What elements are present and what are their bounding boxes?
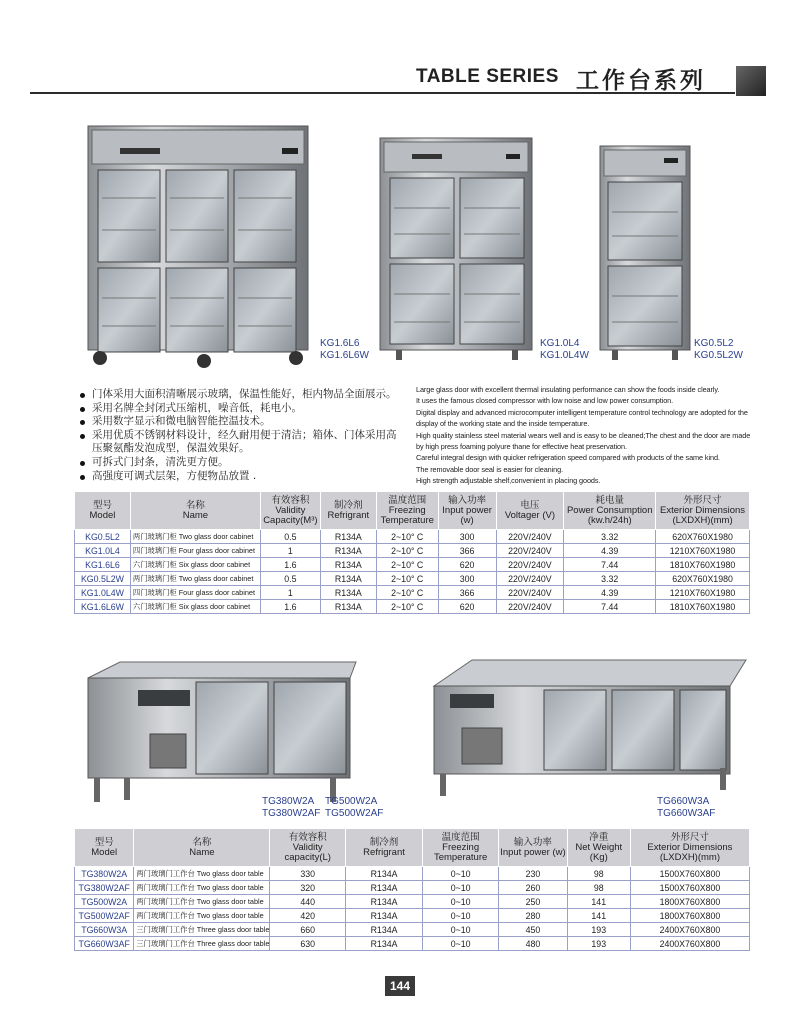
- cabinet-spec-table: [74, 491, 750, 614]
- col-header: 外形尺寸 Exterior Dimensions (LXDXH)(mm): [656, 492, 750, 530]
- table-row: KG1.0L4 四门玻璃门柜 Four glass door cabinet 1 R134A 2~10° C 366 220V/240V 4.39 1210X760X1980: [75, 544, 750, 558]
- model-code: KG1.6L6W: [320, 350, 369, 361]
- col-header: 电压 Voltager (V): [496, 492, 564, 530]
- col-header: 耗电量 Power Consumption (kw.h/24h): [564, 492, 656, 530]
- model-label-tg660: [657, 796, 715, 820]
- col-header: 输入功率 Input power (w): [499, 829, 567, 867]
- model-code: KG0.5L2W: [694, 350, 743, 361]
- table-row: TG380W2AF 两门玻璃门工作台 Two glass door table 320 R134A 0~10 260 98 1500X760X800: [75, 881, 750, 895]
- worktables-photo: [80, 656, 760, 806]
- page-number: 144: [385, 976, 415, 996]
- model-label-kg10: [540, 338, 589, 362]
- table-row: KG0.5L2W 两门玻璃门柜 Two glass door cabinet 0.5 R134A 2~10° C 300 220V/240V 3.32 620X760X1980: [75, 572, 750, 586]
- model-code: TG660W3AF: [657, 808, 716, 819]
- col-header: 温度范围 Freezing Temperature: [376, 492, 438, 530]
- table-row: TG500W2AF 两门玻璃门工作台 Two glass door table 420 R134A 0~10 280 141 1800X760X800: [75, 909, 750, 923]
- table-row: TG500W2A 两门玻璃门工作台 Two glass door table 440 R134A 0~10 250 141 1800X760X800: [75, 895, 750, 909]
- feature-en-line: It uses the famous closed compressor with low noise and low power consumption.: [416, 396, 674, 406]
- four-door-cabinet: [380, 138, 532, 360]
- model-code: KG1.0L4: [540, 338, 580, 349]
- col-header: 输入功率 Input power (w): [438, 492, 496, 530]
- corner-tab: [736, 66, 766, 96]
- features-cn: [78, 388, 398, 483]
- model-code: KG1.6L6: [320, 338, 360, 349]
- col-header: 温度范围 Freezing Temperature: [423, 829, 499, 867]
- model-label-tg380: [262, 796, 320, 820]
- col-header: 制冷剂 Refrigrant: [346, 829, 423, 867]
- six-door-cabinet: [88, 126, 308, 368]
- feature-en-line: Digital display and advanced microcomputer intelligent temperature control technology are adopted for the display of the working state and the inside temperature.: [416, 407, 748, 429]
- model-code: TG380W2AF: [262, 808, 321, 819]
- col-header: 外形尺寸 Exterior Dimensions (LXDXH)(mm): [630, 829, 749, 867]
- feature-item: 采用数字显示和微电脑智能控温技术。: [78, 415, 398, 429]
- col-header: 制冷剂 Refrigrant: [320, 492, 376, 530]
- feature-en-line: Careful integral design with quicker refrigeration speed compared with products of the same kind.: [416, 453, 720, 463]
- worktable-spec-table: [74, 828, 750, 951]
- col-header: 型号 Model: [75, 492, 131, 530]
- feature-item: 高强度可调式层架，方便物品放置 .: [78, 470, 398, 484]
- model-code: KG0.5L2: [694, 338, 734, 349]
- feature-en-line: The removable door seal is easier for cleaning.: [416, 464, 563, 474]
- table-row: KG1.6L6 六门玻璃门柜 Six glass door cabinet 1.6 R134A 2~10° C 620 220V/240V 7.44 1810X760X1980: [75, 558, 750, 572]
- table-row: KG0.5L2 两门玻璃门柜 Two glass door cabinet 0.5 R134A 2~10° C 300 220V/240V 3.32 620X760X1980: [75, 530, 750, 544]
- model-label-kg16: [320, 338, 369, 362]
- table-row: KG1.6L6W 六门玻璃门柜 Six glass door cabinet 1.6 R134A 2~10° C 620 220V/240V 7.44 1810X760X1980: [75, 600, 750, 614]
- model-code: KG1.0L4W: [540, 350, 589, 361]
- col-header: 名称 Name: [134, 829, 270, 867]
- col-header: 有效容积 Validity capacity(L): [270, 829, 346, 867]
- model-label-tg500: [325, 796, 383, 820]
- feature-item: 可拆式门封条，清洗更方便。: [78, 456, 398, 470]
- model-code: TG660W3A: [657, 796, 710, 807]
- model-label-kg05: [694, 338, 743, 362]
- col-header: 净重 Net Weight (Kg): [567, 829, 630, 867]
- feature-en-line: High strength adjustable shelf,convenient in placing goods.: [416, 476, 601, 486]
- col-header: 型号 Model: [75, 829, 134, 867]
- title-cn: 工作台系列: [576, 68, 706, 94]
- col-header: 名称 Name: [130, 492, 260, 530]
- feature-en-line: Large glass door with excellent thermal insulating performance can show the foods inside clearly.: [416, 385, 720, 394]
- model-code: TG500W2A: [325, 796, 378, 807]
- model-code: TG500W2AF: [325, 808, 384, 819]
- feature-item: 采用名牌全封闭式压缩机，噪音低，耗电小。: [78, 402, 398, 416]
- two-door-worktable: [88, 662, 356, 802]
- three-door-worktable: [434, 660, 746, 796]
- feature-en-line: High quality stainless steel material wears well and is easy to be cleaned;The chest and the door are made by high press foaming polyure thane for effective heat preservation.: [416, 430, 751, 452]
- feature-item: 门体采用大面积清晰展示玻璃，保温性能好，柜内物品全面展示。: [78, 388, 398, 402]
- title-en: TABLE SERIES: [416, 66, 559, 87]
- feature-item: 采用优质不锈钢材料设计，经久耐用便于清洁；箱体、门体采用高压聚氨酯发泡成型，保温效果好。: [78, 429, 398, 456]
- page-header: [0, 62, 802, 102]
- cabinets-photo: [60, 118, 700, 368]
- col-header: 有效容积 Validity Capacity(M³): [260, 492, 320, 530]
- two-door-cabinet: [600, 146, 690, 360]
- table-row: TG380W2A 两门玻璃门工作台 Two glass door table 330 R134A 0~10 230 98 1500X760X800: [75, 867, 750, 881]
- table-row: TG660W3AF 三门玻璃门工作台 Three glass door table 630 R134A 0~10 480 193 2400X760X800: [75, 937, 750, 951]
- model-code: TG380W2A: [262, 796, 315, 807]
- table-row: KG1.0L4W 四门玻璃门柜 Four glass door cabinet 1 R134A 2~10° C 366 220V/240V 4.39 1210X760X1980: [75, 586, 750, 600]
- table-row: TG660W3A 三门玻璃门工作台 Three glass door table 660 R134A 0~10 450 193 2400X760X800: [75, 923, 750, 937]
- features-en: [416, 384, 756, 487]
